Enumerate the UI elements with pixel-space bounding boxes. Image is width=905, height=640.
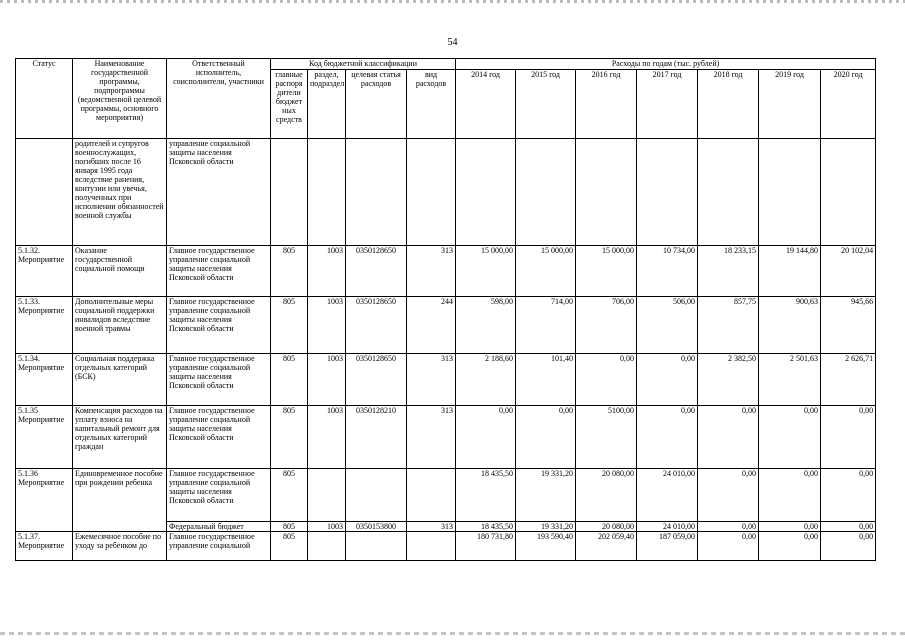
cell-value: 598,00: [456, 297, 516, 354]
cell-value: 10 734,00: [637, 246, 698, 297]
cell-article: 0350128650: [346, 246, 407, 297]
cell-value: 0,00: [698, 406, 759, 469]
cell-value: 0,00: [456, 406, 516, 469]
header-year: 2014 год: [456, 70, 516, 139]
cell-empty: [637, 139, 698, 246]
header-year: 2015 год: [516, 70, 576, 139]
cell-name: Социальная поддержка отдельных категорий (БСК): [73, 354, 167, 406]
header-name: Наименование государственной программы, подпрограммы (ведомственной целевой программы, основного мероприятия): [73, 59, 167, 139]
cell-type: 313: [407, 354, 456, 406]
page-number: 54: [447, 37, 458, 48]
cell-name: Оказание государственной социальной помощи: [73, 246, 167, 297]
cell-value: 706,00: [576, 297, 637, 354]
header-year: 2017 год: [637, 70, 698, 139]
cell-empty: [346, 139, 407, 246]
cell-value: 18 233,15: [698, 246, 759, 297]
cell-value: 20 102,04: [821, 246, 876, 297]
cell-responsible: Главное государственное управление социальной защиты населения Псковской области: [167, 469, 271, 522]
header-year: 2016 год: [576, 70, 637, 139]
header-section: раздел, подраздел: [308, 70, 346, 139]
cell-grbs: 805: [271, 406, 308, 469]
cell-value: 0,00: [637, 406, 698, 469]
cell-responsible: Главное государственное управление социальной защиты населения Псковской области: [167, 406, 271, 469]
cell-value: 18 435,50: [456, 469, 516, 522]
cell-responsible: Главное государственное управление социальной защиты населения Псковской области: [167, 354, 271, 406]
cell-grbs: 805: [271, 469, 308, 522]
cell-type: [407, 469, 456, 522]
cell-value: 2 188,60: [456, 354, 516, 406]
cell-value: 0,00: [759, 469, 821, 522]
cell-article: [346, 469, 407, 522]
cell-value: 19 331,20: [516, 469, 576, 522]
cell-value: 0,00: [576, 354, 637, 406]
cell-value: 857,75: [698, 297, 759, 354]
cell-empty: [576, 139, 637, 246]
header-year: 2018 год: [698, 70, 759, 139]
cell-type: 313: [407, 522, 456, 532]
header-status: Статус: [16, 59, 73, 139]
cell-value: 187 059,00: [637, 532, 698, 561]
cell-name: Компенсация расходов на уплату взноса на капитальный ремонт для отдельных категорий граждан: [73, 406, 167, 469]
cell-status: 5.1.33. Мероприятие: [16, 297, 73, 354]
cell-status: 5.1.32. Мероприятие: [16, 246, 73, 297]
cell-status: 5.1.35 Мероприятие: [16, 406, 73, 469]
cell-empty: [759, 139, 821, 246]
table-row: [16, 406, 876, 469]
cell-name: родителей и супругов военнослужащих, погибших после 16 января 1995 года вследствие ранения, контузии или увечья, полученных при исполнении обязанностей военной службы: [73, 139, 167, 246]
cell-type: [407, 532, 456, 561]
cell-section: 1003: [308, 246, 346, 297]
cell-status: 5.1.37. Мероприятие: [16, 532, 73, 561]
cell-article: [346, 532, 407, 561]
header-responsible: Ответственный исполнитель, соисполнители, участники: [167, 59, 271, 139]
cell-section: 1003: [308, 522, 346, 532]
header-budget-code: Код бюджетной классификации: [271, 59, 456, 70]
cell-name: Единовременное пособие при рождении ребенка: [73, 469, 167, 532]
cell-section: 1003: [308, 406, 346, 469]
cell-value: 0,00: [698, 532, 759, 561]
cell-type: 313: [407, 246, 456, 297]
cell-type: 313: [407, 406, 456, 469]
cell-value: 900,63: [759, 297, 821, 354]
cell-value: 2 382,50: [698, 354, 759, 406]
cell-value: 0,00: [637, 354, 698, 406]
cell-value: 101,40: [516, 354, 576, 406]
scan-edge-top: [0, 0, 905, 3]
cell-value: 19 331,20: [516, 522, 576, 532]
table-row: [16, 246, 876, 297]
table-row: [16, 354, 876, 406]
cell-value: 2 626,71: [821, 354, 876, 406]
cell-grbs: 805: [271, 522, 308, 532]
cell-responsible: Главное государственное управление социальной защиты населения Псковской области: [167, 297, 271, 354]
cell-value: 202 059,40: [576, 532, 637, 561]
cell-responsible: Главное государственное управление социальной защиты населения Псковской области: [167, 246, 271, 297]
cell-value: 0,00: [821, 522, 876, 532]
cell-empty: [456, 139, 516, 246]
cell-name: Дополнительные меры социальной поддержки инвалидов вследствие военной травмы: [73, 297, 167, 354]
cell-value: 15 000,00: [456, 246, 516, 297]
cell-empty: [698, 139, 759, 246]
cell-value: 24 010,00: [637, 469, 698, 522]
cell-value: 20 080,00: [576, 522, 637, 532]
cell-article: 0350128650: [346, 354, 407, 406]
header-grbs: главные распоря дители бюджет ных средств: [271, 70, 308, 139]
cell-value: 2 501,63: [759, 354, 821, 406]
cell-section: [308, 532, 346, 561]
cell-grbs: 805: [271, 246, 308, 297]
cell-section: 1003: [308, 354, 346, 406]
cell-value: 5100,00: [576, 406, 637, 469]
cell-value: 24 010,00: [637, 522, 698, 532]
cell-value: 193 590,40: [516, 532, 576, 561]
cell-value: 0,00: [759, 522, 821, 532]
cell-value: 0,00: [821, 406, 876, 469]
table-row-continuation: [16, 139, 876, 246]
cell-value: 0,00: [516, 406, 576, 469]
scan-edge-bottom: [0, 632, 905, 635]
header-year: 2019 год: [759, 70, 821, 139]
table-row: [16, 469, 876, 522]
cell-grbs: 805: [271, 354, 308, 406]
header-expenses: Расходы по годам (тыс. рублей): [456, 59, 876, 70]
cell-value: 15 000,00: [576, 246, 637, 297]
header-article: целевая статья расходов: [346, 70, 407, 139]
cell-value: 0,00: [698, 522, 759, 532]
cell-type: 244: [407, 297, 456, 354]
cell-value: 0,00: [821, 469, 876, 522]
cell-article: 0350128650: [346, 297, 407, 354]
cell-value: 945,66: [821, 297, 876, 354]
cell-section: [308, 469, 346, 522]
budget-table: [15, 58, 876, 561]
cell-status: 5.1.34. Мероприятие: [16, 354, 73, 406]
cell-value: 0,00: [759, 406, 821, 469]
cell-responsible: управление социальной защиты населения Псковской области: [167, 139, 271, 246]
cell-grbs: 805: [271, 297, 308, 354]
cell-empty: [308, 139, 346, 246]
header-row: [16, 59, 876, 70]
cell-value: 15 000,00: [516, 246, 576, 297]
cell-value: 714,00: [516, 297, 576, 354]
cell-empty: [271, 139, 308, 246]
table-row: [16, 532, 876, 561]
cell-value: 18 435,50: [456, 522, 516, 532]
cell-name: Ежемесячное пособие по уходу за ребенком до: [73, 532, 167, 561]
cell-responsible: Федеральный бюджет: [167, 522, 271, 532]
header-type: вид расходов: [407, 70, 456, 139]
cell-value: 506,00: [637, 297, 698, 354]
cell-responsible: Главное государственное управление социальной: [167, 532, 271, 561]
cell-value: 0,00: [759, 532, 821, 561]
cell-section: 1003: [308, 297, 346, 354]
cell-empty: [821, 139, 876, 246]
cell-status: 5.1.36 Мероприятие: [16, 469, 73, 532]
cell-value: 0,00: [821, 532, 876, 561]
cell-value: 19 144,80: [759, 246, 821, 297]
cell-status: [16, 139, 73, 246]
cell-grbs: 805: [271, 532, 308, 561]
cell-empty: [407, 139, 456, 246]
header-year: 2020 год: [821, 70, 876, 139]
cell-empty: [516, 139, 576, 246]
table-row: [16, 297, 876, 354]
cell-value: 180 731,80: [456, 532, 516, 561]
cell-article: 0350128210: [346, 406, 407, 469]
cell-value: 20 080,00: [576, 469, 637, 522]
cell-article: 0350153800: [346, 522, 407, 532]
cell-value: 0,00: [698, 469, 759, 522]
